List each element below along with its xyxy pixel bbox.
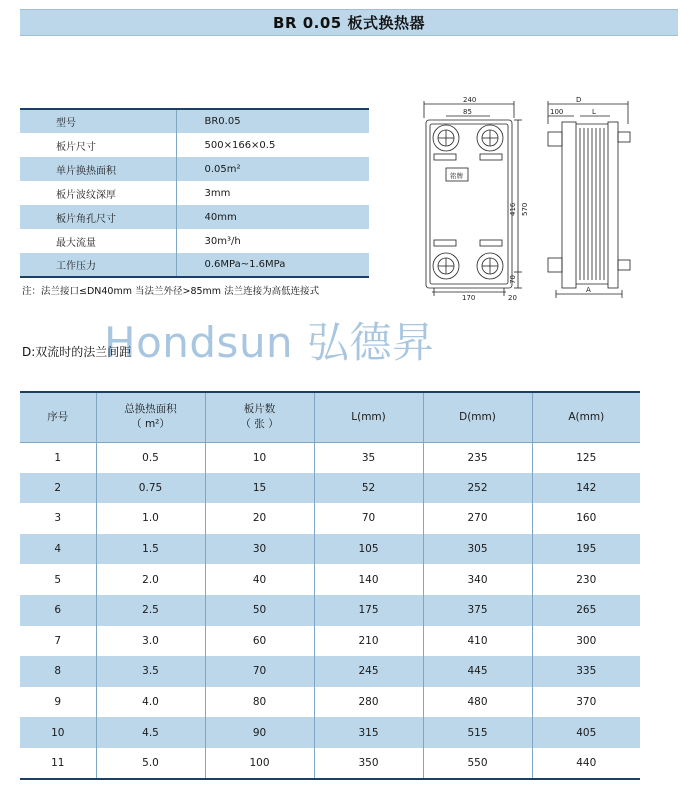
table-cell: 4.0	[96, 687, 205, 718]
table-cell: 300	[532, 626, 640, 657]
table-cell: 340	[423, 564, 532, 595]
dim-label-100: 100	[550, 108, 564, 116]
column-header-line1: 总换热面积	[124, 403, 177, 416]
spec-table	[20, 108, 369, 278]
drawing-svg	[410, 94, 638, 300]
table-cell: 1.0	[96, 503, 205, 534]
table-row	[20, 534, 640, 565]
spec-row	[20, 229, 369, 253]
table-cell: 175	[314, 595, 423, 626]
table-cell: 315	[314, 717, 423, 748]
table-cell: 52	[314, 473, 423, 504]
table-row	[20, 656, 640, 687]
table-cell: 350	[314, 748, 423, 779]
table-cell: 40	[205, 564, 314, 595]
spec-label: 板片尺寸	[56, 141, 96, 153]
table-cell: 80	[205, 687, 314, 718]
table-cell: 10	[20, 717, 96, 748]
side-frame-left	[562, 122, 576, 288]
table-cell: 160	[532, 503, 640, 534]
table-cell: 440	[532, 748, 640, 779]
spec-value: 30m³/h	[176, 229, 369, 253]
column-header-line1: 序号	[47, 410, 69, 423]
table-cell: 7	[54, 634, 62, 647]
table-cell: 11	[20, 748, 96, 779]
spec-label: 板片波纹深厚	[56, 189, 116, 201]
dim-label-right-3: 70	[509, 275, 517, 284]
spec-value: 40mm	[176, 205, 369, 229]
dim-label-D: D	[576, 96, 582, 104]
dim-label-A: A	[586, 286, 591, 294]
table-cell: 550	[423, 748, 532, 779]
dim-label-right-4: 20	[508, 294, 517, 300]
flange-spacing-table	[20, 391, 640, 780]
spec-value: 0.05m²	[176, 157, 369, 181]
table-cell: 70	[314, 503, 423, 534]
spec-label: 板片角孔尺寸	[20, 205, 176, 229]
table-cell: 90	[205, 717, 314, 748]
table-cell: 6	[20, 595, 96, 626]
table-cell: 515	[423, 717, 532, 748]
table-cell: 50	[205, 595, 314, 626]
table-cell: 105	[314, 534, 423, 565]
table-cell: 195	[532, 534, 640, 565]
table-cell: 5.0	[96, 748, 205, 779]
column-header	[96, 392, 205, 442]
spec-value: 0.6MPa~1.6MPa	[176, 253, 369, 277]
table-cell: 3.0	[96, 626, 205, 657]
table-cell: 140	[314, 564, 423, 595]
dim-label-right-1: 416	[509, 202, 517, 216]
column-header-line1: D(mm)	[459, 410, 496, 423]
column-header	[314, 392, 423, 442]
spec-row	[20, 181, 369, 205]
table-header-row	[20, 392, 640, 442]
table-cell: 35	[314, 442, 423, 473]
table-cell: 375	[423, 595, 532, 626]
table-cell: 30	[205, 534, 314, 565]
dim-label-width: 240	[463, 96, 477, 104]
spec-row	[20, 157, 369, 181]
table-cell: 445	[423, 656, 532, 687]
table-row	[20, 503, 640, 534]
column-header-line2: （ 张 ）	[240, 418, 279, 431]
page-title: BR 0.05 板式换热器	[273, 14, 425, 32]
table-cell: 252	[423, 473, 532, 504]
table-cell: 335	[532, 656, 640, 687]
table-cell: 142	[532, 473, 640, 504]
table-cell: 480	[423, 687, 532, 718]
column-header	[423, 392, 532, 442]
table-cell: 100	[205, 748, 314, 779]
spec-row	[20, 253, 369, 277]
table-cell: 305	[423, 534, 532, 565]
column-header	[205, 392, 314, 442]
table-cell: 4.5	[96, 717, 205, 748]
table-cell: 8	[20, 656, 96, 687]
spec-label: 最大流量	[56, 237, 96, 249]
dim-label-L: L	[592, 108, 596, 116]
table-cell: 10	[205, 442, 314, 473]
column-header-line1: 板片数	[243, 403, 276, 416]
section-title: D:双流时的法兰间距	[22, 345, 132, 359]
table-cell: 4	[20, 534, 96, 565]
table-cell: 1.5	[96, 534, 205, 565]
spec-row	[20, 205, 369, 229]
column-header-line1: A(mm)	[568, 410, 605, 423]
table-cell: 0.5	[96, 442, 205, 473]
table-cell: 125	[532, 442, 640, 473]
table-cell: 265	[532, 595, 640, 626]
side-flange-top	[548, 132, 562, 146]
table-cell: 60	[205, 626, 314, 657]
table-cell: 3.5	[96, 656, 205, 687]
table-cell: 2.0	[96, 564, 205, 595]
table-cell: 15	[205, 473, 314, 504]
spec-label: 工作压力	[20, 253, 176, 277]
table-row	[20, 748, 640, 779]
table-row	[20, 687, 640, 718]
spec-value: 3mm	[176, 181, 369, 205]
table-row	[20, 626, 640, 657]
column-header-line1: L(mm)	[351, 410, 386, 423]
nameplate-label: 铭牌	[450, 172, 463, 180]
table-cell: 0.75	[96, 473, 205, 504]
table-cell: 280	[314, 687, 423, 718]
table-row	[20, 442, 640, 473]
watermark: Hondsun 弘德昇	[104, 318, 435, 367]
table-cell: 2	[20, 473, 96, 504]
spec-label: 单片换热面积	[20, 157, 176, 181]
table-cell: 210	[314, 626, 423, 657]
spec-label: 型号	[20, 109, 176, 133]
table-cell: 230	[532, 564, 640, 595]
table-cell: 3	[54, 512, 62, 525]
side-flange-bottom	[548, 258, 562, 272]
table-cell: 245	[314, 656, 423, 687]
table-cell: 410	[423, 626, 532, 657]
column-header	[20, 392, 96, 442]
spec-row	[20, 133, 369, 157]
spec-value: 500×166×0.5	[176, 133, 369, 157]
table-row	[20, 564, 640, 595]
dim-label-bottom: 170	[462, 294, 476, 300]
table-cell: 405	[532, 717, 640, 748]
table-row	[20, 473, 640, 504]
table-cell: 1	[54, 451, 62, 464]
table-row	[20, 595, 640, 626]
table-cell: 70	[205, 656, 314, 687]
title-bar	[20, 9, 678, 36]
technical-drawing	[410, 94, 638, 300]
table-cell: 370	[532, 687, 640, 718]
spec-row	[20, 109, 369, 133]
table-cell: 20	[205, 503, 314, 534]
column-header	[532, 392, 640, 442]
dim-label-right-2: 570	[521, 202, 529, 216]
flange-note: 注：法兰接口≤DN40mm 当法兰外径>85mm 法兰连接为高低连接式	[22, 286, 320, 297]
spec-value: BR0.05	[176, 109, 369, 133]
table-row	[20, 717, 640, 748]
side-frame-right	[608, 122, 618, 288]
table-cell: 5	[54, 573, 62, 586]
table-cell: 270	[423, 503, 532, 534]
table-cell: 9	[54, 696, 62, 709]
column-header-line2: （ m²）	[131, 418, 170, 431]
dim-label-center: 85	[463, 108, 472, 116]
table-cell: 235	[423, 442, 532, 473]
table-cell: 2.5	[96, 595, 205, 626]
